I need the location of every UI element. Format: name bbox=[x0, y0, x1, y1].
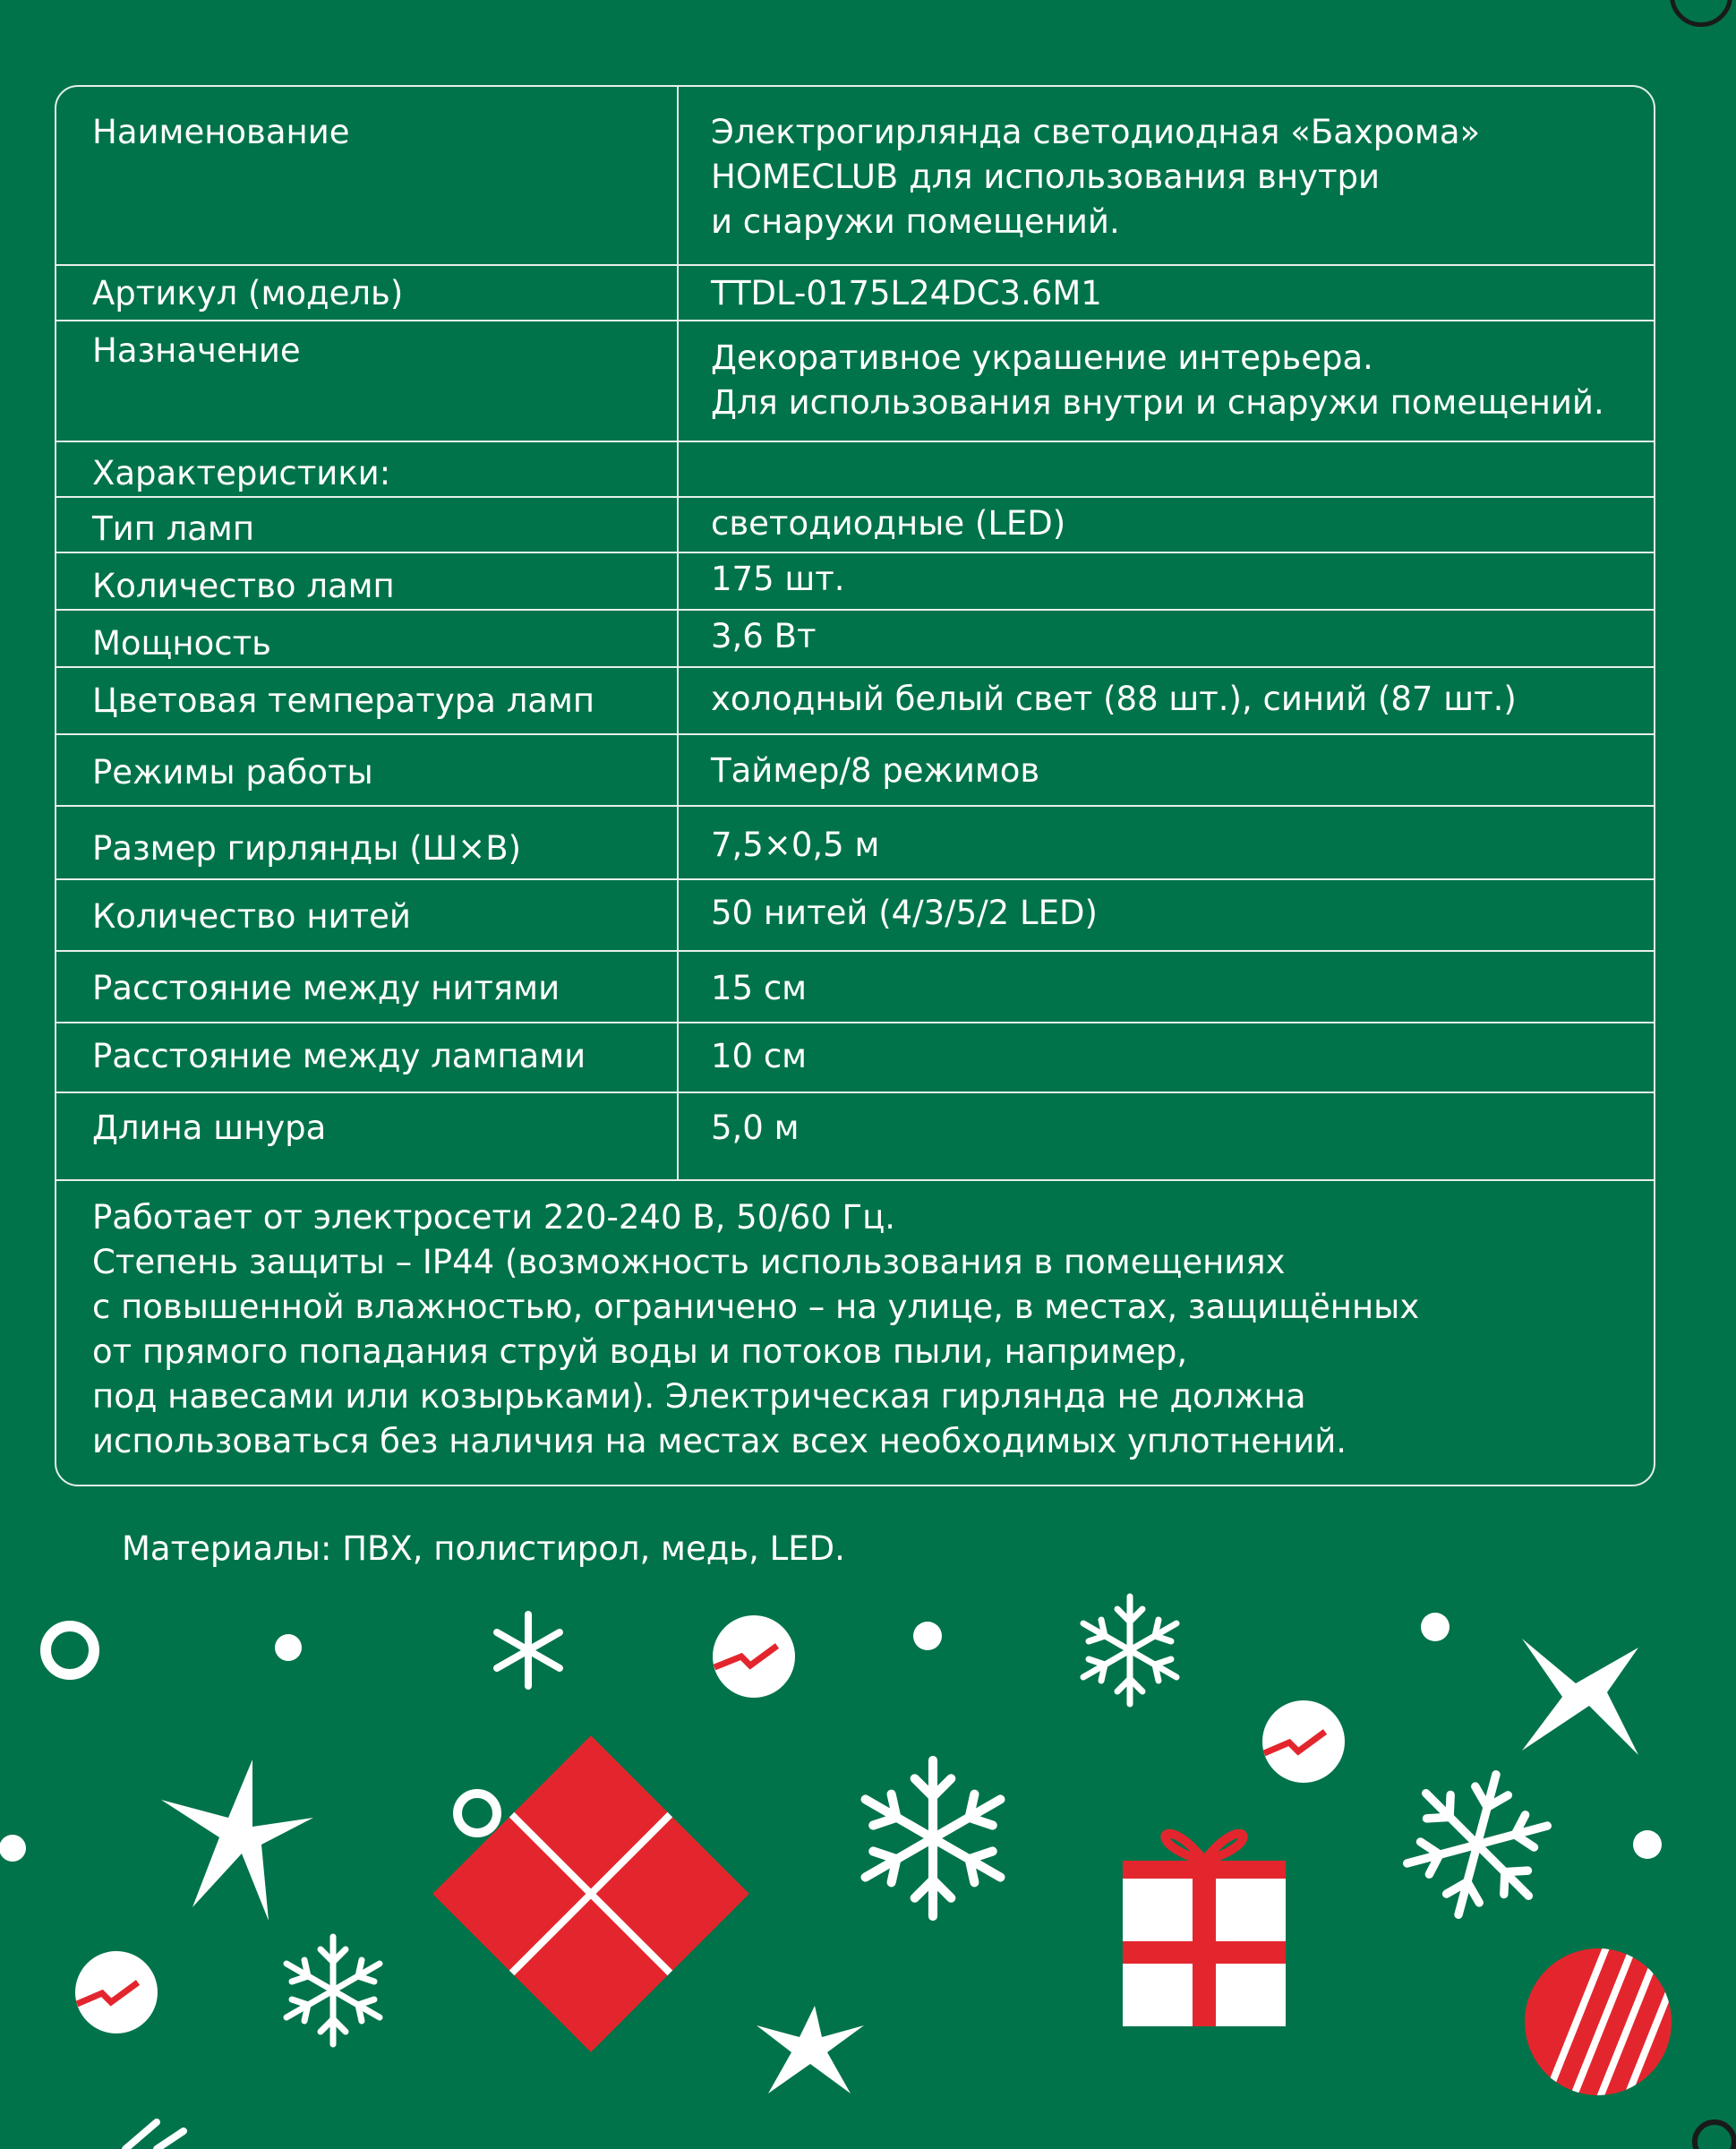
materials-line: Материалы: ПВХ, полистирол, медь, LED. bbox=[122, 1529, 845, 1568]
row-label: Наименование bbox=[92, 113, 350, 151]
row-value: Таймер/8 режимов bbox=[711, 751, 1040, 790]
snowflake-icon bbox=[286, 1937, 380, 2044]
ornament-ball-icon bbox=[75, 1951, 158, 2033]
row-label: Длина шнура bbox=[92, 1109, 327, 1147]
row-value: холодный белый свет (88 шт.), синий (87 шт.) bbox=[711, 680, 1517, 718]
table-row bbox=[56, 442, 1654, 498]
striped-ball-icon bbox=[1525, 1934, 1692, 2113]
row-label: Расстояние между лампами bbox=[92, 1037, 586, 1075]
christmas-decoration bbox=[0, 1558, 1736, 2149]
star-icon bbox=[1522, 1639, 1638, 1755]
row-value: 5,0 м bbox=[711, 1109, 800, 1147]
row-label: Количество ламп bbox=[92, 567, 395, 605]
star-icon bbox=[161, 1759, 313, 1921]
row-label: Артикул (модель) bbox=[92, 274, 404, 313]
row-label: Цветовая температура ламп bbox=[92, 681, 595, 720]
table-row bbox=[56, 668, 1654, 735]
snowflake-icon bbox=[1398, 1759, 1557, 1931]
row-value: 10 см bbox=[711, 1037, 808, 1075]
dot bbox=[275, 1634, 302, 1661]
dot bbox=[0, 1835, 26, 1862]
row-value: 3,6 Вт bbox=[711, 617, 817, 655]
ring-dot bbox=[46, 1626, 94, 1674]
row-value: TTDL-0175L24DC3.6M1 bbox=[711, 274, 1102, 313]
row-label: Режимы работы bbox=[92, 753, 373, 792]
power-protection-note: Работает от электросети 220-240 В, 50/60 Гц. Степень защиты – IP44 (возможность использования в помещениях с повышенной влажностью, ограничено – на улице, в местах, защищённых от прямого попадания струй воды и потоков пыли, например, под навесами или козырьками). Электрическая гирлянда не должна использоваться без наличия на местах всех необходимых уплотнений. bbox=[92, 1198, 1420, 1460]
snowflake-icon bbox=[866, 1760, 1001, 1916]
corner-ring bbox=[1695, 2122, 1734, 2149]
gift-box-icon bbox=[432, 1735, 749, 2052]
snowflake-icon bbox=[1083, 1597, 1176, 1704]
star-icon bbox=[757, 2006, 864, 2093]
dot bbox=[913, 1622, 942, 1650]
table-row bbox=[56, 611, 1654, 668]
ring-dot bbox=[458, 1794, 497, 1833]
asterisk-icon bbox=[497, 1614, 560, 1686]
table-row bbox=[56, 553, 1654, 611]
row-label: Мощность bbox=[92, 624, 271, 663]
row-label: Назначение bbox=[92, 331, 301, 370]
present-icon bbox=[1123, 1834, 1286, 2026]
table-row bbox=[56, 807, 1654, 880]
ornament-ball-icon bbox=[1262, 1700, 1345, 1783]
row-label: Количество нитей bbox=[92, 897, 411, 936]
row-label: Характеристики: bbox=[92, 454, 391, 492]
table-row bbox=[56, 952, 1654, 1023]
table-row bbox=[56, 880, 1654, 952]
dot bbox=[1633, 1830, 1662, 1859]
table-row bbox=[56, 321, 1654, 442]
table-row bbox=[56, 1023, 1654, 1093]
row-value: Электрогирлянда светодиодная «Бахрома» HOMECLUB для использования внутри и снаружи помещений. bbox=[711, 113, 1481, 241]
table-row bbox=[56, 735, 1654, 807]
row-value: Декоративное украшение интерьера. Для использования внутри и снаружи помещений. bbox=[711, 338, 1604, 422]
corner-circle-mark bbox=[1670, 0, 1732, 27]
table-row bbox=[56, 498, 1654, 553]
table-row bbox=[56, 1093, 1654, 1181]
row-value: 7,5×0,5 м bbox=[711, 826, 880, 864]
table-row bbox=[56, 266, 1654, 321]
row-value: 50 нитей (4/3/5/2 LED) bbox=[711, 894, 1098, 932]
row-label: Расстояние между нитями bbox=[92, 969, 560, 1007]
ornament-ball-icon bbox=[713, 1615, 795, 1698]
row-value: светодиодные (LED) bbox=[711, 504, 1066, 543]
table-row bbox=[56, 87, 1654, 266]
row-label: Размер гирлянды (Ш×В) bbox=[92, 829, 522, 868]
specification-table bbox=[55, 85, 1655, 1486]
row-value: 15 см bbox=[711, 969, 808, 1007]
row-value: 175 шт. bbox=[711, 560, 845, 598]
dot bbox=[1421, 1613, 1450, 1641]
row-label: Тип ламп bbox=[92, 509, 255, 548]
snowflake-fragment-icon bbox=[125, 2122, 184, 2149]
